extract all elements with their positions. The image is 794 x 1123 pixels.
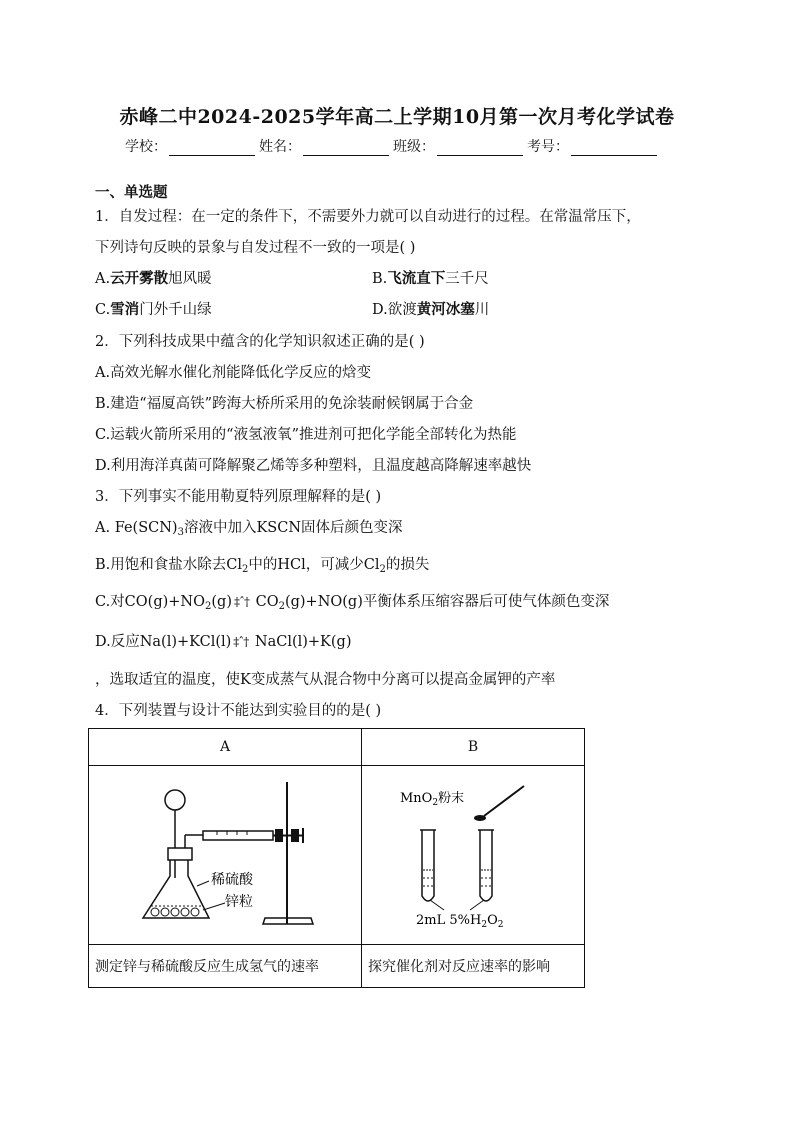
mno2-powder-label: MnO$_2$粉末 bbox=[400, 791, 465, 808]
q1-option-b[interactable] bbox=[372, 267, 489, 288]
h2o2-solution-label: 2mL $5\%H_2O_2$ bbox=[416, 913, 504, 928]
q2-option-b[interactable]: B.建造“福厦高铁”跨海大桥所采用的免涂装耐候钢属于合金 bbox=[95, 396, 474, 412]
q3-option-d[interactable] bbox=[95, 630, 351, 651]
q2-option-d[interactable]: D.利用海洋真菌可降解聚乙烯等多种塑料，且温度越高降解速率越快 bbox=[95, 458, 532, 474]
q3-a-part2: 溶液中加入KSCN固体后颜色变深 bbox=[183, 520, 403, 536]
q1-a-prefix: A. bbox=[95, 271, 111, 287]
exam-title: 赤峰二中2024-2025学年高二上学期10月第一次月考化学试卷 bbox=[119, 106, 675, 128]
q3-b-sub1: 2 bbox=[242, 564, 249, 575]
q4-apparatus-table bbox=[88, 728, 585, 988]
exam-number-label: 考号： bbox=[527, 139, 569, 155]
q1-b-suffix: 三千尺 bbox=[445, 271, 489, 287]
q3-c-part3: CO bbox=[250, 594, 279, 610]
name-label: 姓名： bbox=[259, 139, 301, 155]
q3-d-equilibrium-arrow: ‡ˆ† bbox=[233, 635, 249, 649]
q3-option-b[interactable] bbox=[95, 553, 429, 575]
test-tubes-catalyst-icon bbox=[388, 778, 558, 928]
q1-d-suffix: 川 bbox=[474, 302, 490, 318]
q1-stem-line2: 下列诗句反映的景象与自发过程不一致的一项是( ) bbox=[95, 240, 416, 256]
q3-b-part1: B.用饱和食盐水除去Cl bbox=[95, 557, 242, 573]
q1-c-suffix: 门外千山绿 bbox=[139, 302, 212, 318]
exam-number-blank[interactable] bbox=[571, 140, 657, 156]
q3-c-part2: (g) bbox=[211, 594, 232, 610]
q3-stem: 3．下列事实不能用勒夏特列原理解释的是( ) bbox=[95, 489, 382, 505]
q3-c-part1: C.对CO(g)+NO bbox=[95, 594, 205, 610]
q1-c-bold: 雪消 bbox=[110, 301, 140, 318]
school-label: 学校： bbox=[125, 139, 167, 155]
q1-b-bold: 飞流直下 bbox=[387, 270, 446, 287]
q4-stem: 4．下列装置与设计不能达到实验目的的是( ) bbox=[95, 703, 382, 719]
q3-d-part1: D.反应Na(l)+KCl(l) bbox=[95, 634, 232, 650]
q3-c-sub1: 2 bbox=[205, 601, 212, 612]
q1-d-prefix: D.欲渡 bbox=[372, 302, 417, 318]
flask-syringe-apparatus-icon bbox=[125, 778, 325, 928]
q2-option-c[interactable]: C.运载火箭所采用的“液氢液氧”推进剂可把化学能全部转化为热能 bbox=[95, 427, 517, 443]
q4-caption-b: 探究催化剂对反应速率的影响 bbox=[362, 945, 585, 988]
q1-stem-line1: 1．自发过程：在一定的条件下，不需要外力就可以自动进行的过程。在常温常压下， bbox=[95, 209, 641, 225]
student-info-row bbox=[125, 136, 657, 156]
q3-d-part2: NaCl(l)+K(g) bbox=[250, 634, 352, 650]
q1-option-d[interactable] bbox=[372, 298, 489, 319]
q1-b-prefix: B. bbox=[372, 271, 388, 287]
q1-d-bold: 黄河冰塞 bbox=[416, 301, 475, 318]
dilute-sulfuric-acid-label: 稀硫酸 bbox=[211, 872, 253, 888]
q1-c-prefix: C. bbox=[95, 302, 111, 318]
name-blank[interactable] bbox=[303, 140, 389, 156]
q2-option-a[interactable]: A.高效光解水催化剂能降低化学反应的焓变 bbox=[95, 365, 372, 381]
q3-option-c[interactable] bbox=[95, 590, 609, 612]
q3-b-sub2: 2 bbox=[379, 564, 386, 575]
q4-apparatus-a-cell bbox=[89, 766, 362, 945]
class-label: 班级： bbox=[393, 139, 435, 155]
q1-a-suffix: 旭风暖 bbox=[168, 271, 212, 287]
q3-b-part3: 的损失 bbox=[385, 557, 430, 573]
q3-c-sub2: 2 bbox=[278, 601, 285, 612]
q4-caption-a: 测定锌与稀硫酸反应生成氢气的速率 bbox=[89, 945, 362, 988]
q3-a-part1: A. Fe(SCN) bbox=[95, 520, 178, 536]
q3-option-a[interactable] bbox=[95, 516, 403, 538]
q1-option-a[interactable] bbox=[95, 267, 212, 288]
q3-b-part2: 中的HCl，可减少Cl bbox=[248, 557, 380, 573]
school-blank[interactable] bbox=[169, 140, 255, 156]
class-blank[interactable] bbox=[437, 140, 523, 156]
q3-c-part4: (g)+NO(g)平衡体系压缩容器后可使气体颜色变深 bbox=[284, 594, 610, 610]
q2-stem: 2．下列科技成果中蕴含的化学知识叙述正确的是( ) bbox=[95, 334, 425, 350]
q4-col-a-header: A bbox=[89, 729, 362, 766]
q1-option-c[interactable] bbox=[95, 298, 212, 319]
q1-a-bold: 云开雾散 bbox=[110, 270, 169, 287]
q4-col-b-header: B bbox=[362, 729, 585, 766]
q4-apparatus-b-cell bbox=[362, 766, 585, 945]
zinc-granules-label: 锌粒 bbox=[225, 894, 253, 910]
q3-a-subscript: 3 bbox=[177, 527, 184, 538]
q3-option-d-continued: ，选取适宜的温度，使K变成蒸气从混合物中分离可以提高金属钾的产率 bbox=[95, 672, 556, 688]
section-heading: 一、单选题 bbox=[95, 184, 168, 201]
q3-c-equilibrium-arrow: ‡ˆ† bbox=[233, 595, 249, 609]
